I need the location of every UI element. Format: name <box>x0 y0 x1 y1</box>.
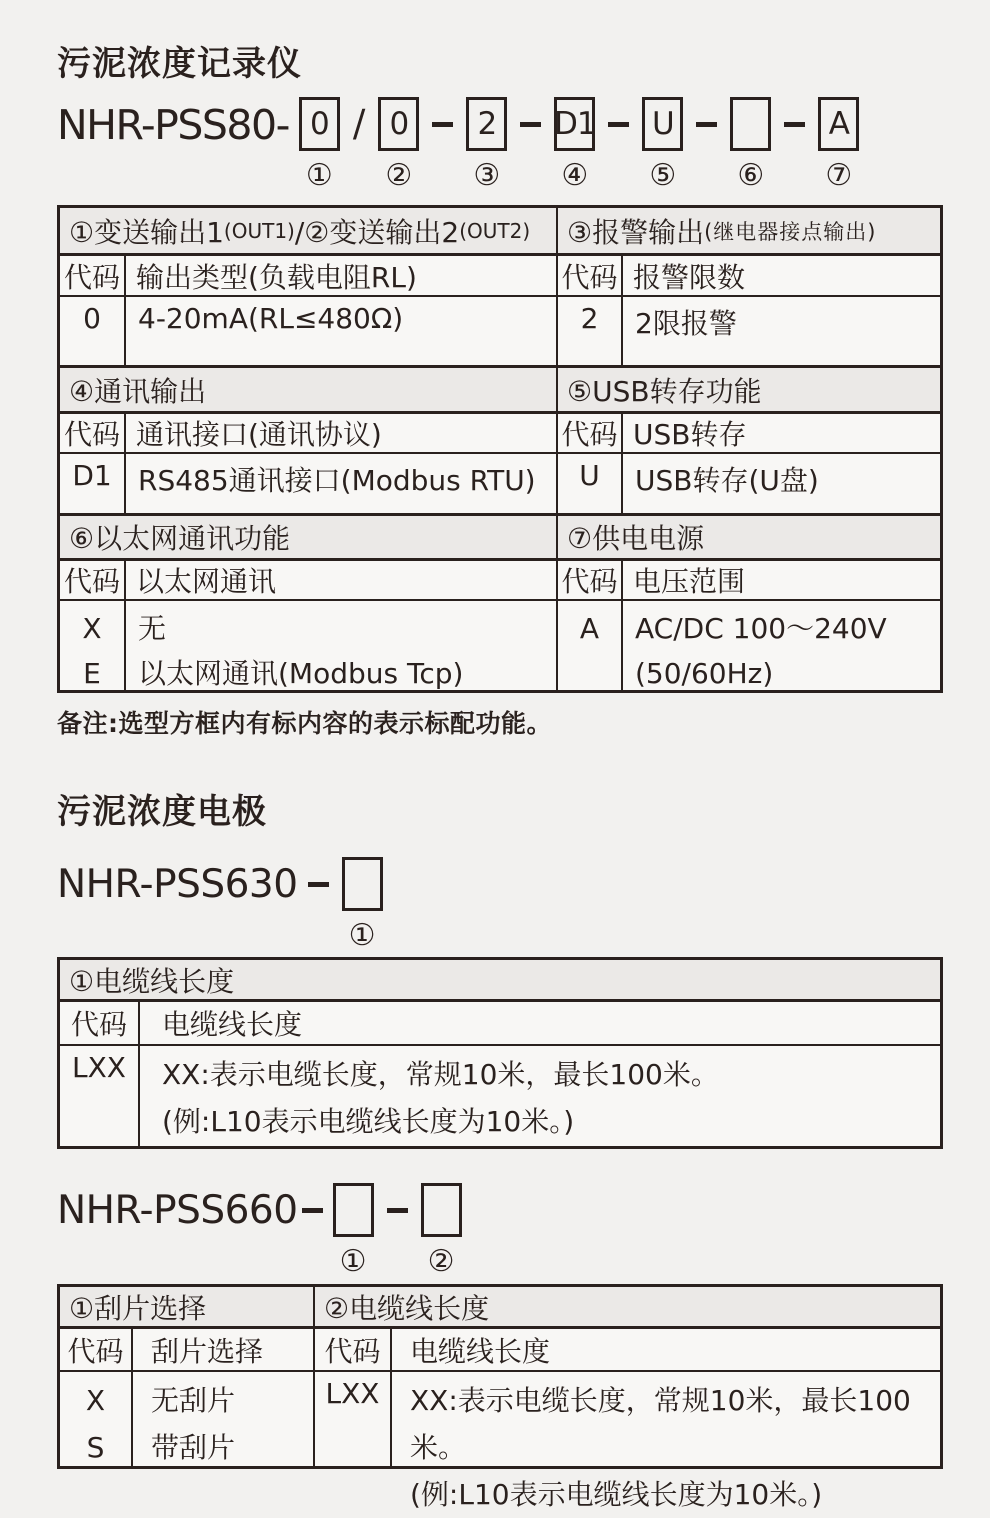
code-value: X <box>82 612 102 645</box>
desc-line: (例:L10表示电缆线长度为10米。) <box>162 1105 575 1138</box>
pss660-code-slot-1 <box>333 1183 374 1278</box>
desc-cell <box>140 1046 940 1146</box>
dash-separator <box>302 1208 323 1213</box>
circled-number-2: ② <box>427 1244 455 1279</box>
model-code-slot-3 <box>466 97 507 192</box>
desc-line: XX:表示电缆长度，常规10米，最长100米。 <box>162 1058 719 1091</box>
pss630-code-box-1-empty <box>342 857 383 911</box>
header-text: ①变送输出1 <box>69 215 224 249</box>
model-code-slot-5 <box>642 97 683 192</box>
code-box-7: A <box>818 97 859 151</box>
dash-separator <box>432 122 453 127</box>
col-header-code: 代码 <box>60 414 126 454</box>
header-small-text: (OUT2) <box>459 218 531 243</box>
desc-cell <box>133 1372 315 1466</box>
model-code-slot-7 <box>818 97 859 192</box>
pss630-selection-table <box>57 957 943 1149</box>
pss660-selection-table <box>57 1284 943 1511</box>
cable-length-header <box>315 1287 940 1329</box>
desc-line: 带刮片 <box>151 1431 236 1464</box>
col-header-alarm-limits: 报警限数 <box>623 256 940 297</box>
header-text: ④通讯输出 <box>69 374 207 408</box>
recorder-section-title: 污泥浓度记录仪 <box>57 44 302 84</box>
dash-separator <box>387 1208 408 1213</box>
pss660-model-prefix: NHR-PSS660 <box>57 1188 298 1233</box>
col-header-code: 代码 <box>558 561 623 601</box>
code-value: A <box>579 612 600 645</box>
circled-number-7: ⑦ <box>825 158 853 193</box>
header-text: ⑤USB转存功能 <box>567 374 762 408</box>
table-band-3 <box>60 516 940 690</box>
slash-separator: / <box>352 102 366 145</box>
code-box-4: D1 <box>554 97 595 151</box>
circled-number-6: ⑥ <box>737 158 765 193</box>
desc-line: (50/60Hz) <box>635 657 774 690</box>
recorder-selection-table <box>57 205 943 693</box>
circled-number-5: ⑤ <box>649 158 677 193</box>
section4-comm-header <box>60 368 558 414</box>
col-header-output-type: 输出类型(负载电阻RL) <box>126 256 558 297</box>
col-header-comm-interface: 通讯接口(通讯协议) <box>126 414 558 454</box>
dash-separator <box>520 122 541 127</box>
header-text: ③报警输出 <box>567 215 705 249</box>
header-text: ⑥以太网通讯功能 <box>69 522 291 555</box>
code-box-1: 0 <box>299 97 340 151</box>
desc-line: AC/DC 100～240V <box>635 612 887 645</box>
desc-cell <box>126 601 558 690</box>
pss630-model-prefix: NHR-PSS630 <box>57 862 298 907</box>
code-cell: 2 <box>558 297 623 368</box>
dash-separator <box>696 122 717 127</box>
col-header-code: 代码 <box>60 561 126 601</box>
header-small-text: (继电器接点输出) <box>704 219 877 244</box>
pss660-model-code-line <box>57 1183 943 1278</box>
table-band-1 <box>60 208 940 368</box>
dash-separator <box>308 882 329 887</box>
col-header-voltage-range: 电压范围 <box>623 561 940 601</box>
col-header-scraper: 刮片选择 <box>133 1329 315 1372</box>
col-header-code: 代码 <box>60 1002 140 1046</box>
code-cell <box>60 1372 133 1466</box>
desc-cell: USB转存(U盘) <box>623 454 940 516</box>
code-value: S <box>86 1431 105 1464</box>
code-cell: 0 <box>60 297 126 368</box>
pss630-model-code-line <box>57 857 943 952</box>
header-text: /②变送输出2 <box>294 215 460 249</box>
circled-number-3: ③ <box>473 158 501 193</box>
selection-note: 备注:选型方框内有标内容的表示标配功能。 <box>57 709 552 738</box>
model-code-slot-2 <box>378 97 419 192</box>
col-header-code: 代码 <box>315 1329 392 1372</box>
dash-separator <box>608 122 629 127</box>
code-cell <box>60 601 126 690</box>
section1-left-header <box>60 208 558 256</box>
section5-usb-header <box>558 368 940 414</box>
section3-alarm-header <box>558 208 940 256</box>
desc-line: 以太网通讯(Modbus Tcp) <box>138 657 464 690</box>
col-header-usb: USB转存 <box>623 414 940 454</box>
scraper-header <box>60 1287 315 1329</box>
header-text: ①刮片选择 <box>69 1291 207 1325</box>
circled-number-1: ① <box>348 918 376 953</box>
col-header-code: 代码 <box>60 256 126 297</box>
section7-power-header <box>558 516 940 561</box>
pss660-code-slot-2 <box>421 1183 462 1278</box>
section6-ethernet-header <box>60 516 558 561</box>
code-box-6-empty <box>730 97 771 151</box>
desc-cell <box>392 1372 940 1511</box>
col-header-code: 代码 <box>558 414 623 454</box>
dash-separator <box>784 122 805 127</box>
col-header-ethernet: 以太网通讯 <box>126 561 558 601</box>
circled-number-1: ① <box>305 158 333 193</box>
header-small-text: (OUT1) <box>223 218 295 243</box>
header-text: ⑦供电电源 <box>567 522 705 555</box>
col-header-code: 代码 <box>60 1329 133 1372</box>
desc-line: (例:L10表示电缆线长度为10米。) <box>410 1478 823 1511</box>
table-band-2 <box>60 368 940 516</box>
desc-cell <box>623 601 940 690</box>
col-header-code: 代码 <box>558 256 623 297</box>
circled-number-4: ④ <box>561 158 589 193</box>
code-cell: LXX <box>60 1046 140 1146</box>
code-cell: U <box>558 454 623 516</box>
recorder-model-code-line <box>57 97 943 192</box>
pss660-code-box-1-empty <box>333 1183 374 1237</box>
recorder-model-prefix: NHR-PSS80- <box>57 101 289 149</box>
code-value: E <box>83 657 101 690</box>
desc-line: XX:表示电缆长度，常规10米，最长100米。 <box>410 1384 911 1464</box>
col-header-cable-length: 电缆线长度 <box>392 1329 940 1372</box>
code-cell: LXX <box>315 1372 392 1466</box>
desc-line: 无 <box>138 612 167 645</box>
header-text: ②电缆线长度 <box>324 1291 490 1325</box>
code-cell: D1 <box>60 454 126 516</box>
cable-length-header <box>60 960 940 1002</box>
circled-number-2: ② <box>385 158 413 193</box>
model-code-slot-4 <box>554 97 595 192</box>
desc-cell: 4-20mA(RL≤480Ω) <box>126 297 558 368</box>
desc-line: 无刮片 <box>151 1384 236 1417</box>
desc-cell: 2限报警 <box>623 297 940 368</box>
col-header-cable-length: 电缆线长度 <box>140 1002 940 1046</box>
model-code-slot-1 <box>299 97 340 192</box>
header-text: ①电缆线长度 <box>69 964 235 998</box>
circled-number-1: ① <box>339 1244 367 1279</box>
desc-cell: RS485通讯接口(Modbus RTU) <box>126 454 558 516</box>
code-box-5: U <box>642 97 683 151</box>
model-code-slot-6 <box>730 97 771 192</box>
code-box-2: 0 <box>378 97 419 151</box>
code-value: X <box>85 1384 106 1417</box>
electrode-section-title: 污泥浓度电极 <box>57 792 267 832</box>
pss630-code-slot-1 <box>342 857 383 952</box>
code-box-3: 2 <box>466 97 507 151</box>
code-cell <box>558 601 623 690</box>
pss660-code-box-2-empty <box>421 1183 462 1237</box>
